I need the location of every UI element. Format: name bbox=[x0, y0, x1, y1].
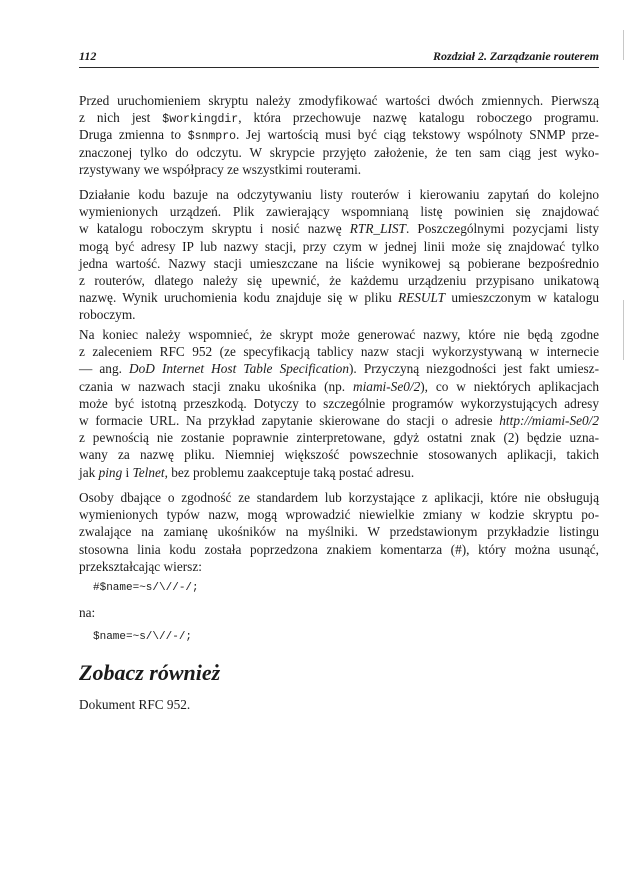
text-run: jak bbox=[79, 464, 99, 480]
text-line bbox=[79, 220, 599, 237]
italic-term: RESULT bbox=[398, 290, 446, 306]
paragraph-variables bbox=[79, 92, 599, 178]
code-line-uncommented: $name=~s/\//-/; bbox=[93, 631, 193, 643]
text-line bbox=[79, 203, 599, 220]
text-line bbox=[79, 395, 599, 412]
text-line bbox=[79, 429, 599, 446]
text-run: może być istotną przeszkodą. Dotyczy to szczególnie programów wykorzystujących adresy bbox=[79, 395, 599, 411]
paragraph-rfc952 bbox=[79, 326, 599, 481]
text-run: stosowna linia kodu została poprzedzona znakiem komentarza (#), który można usunąć, bbox=[79, 541, 599, 557]
text-run: i bbox=[122, 464, 133, 480]
text-run: znaczonej tylko do odczytu. W skrypcie przyjęto założenie, że ten sam ciąg jest wyko- bbox=[79, 144, 599, 160]
text-line bbox=[79, 326, 599, 343]
text-run: . Jej wartością musi być ciąg tekstowy wspólnoty SNMP prze- bbox=[236, 127, 599, 143]
text-line bbox=[79, 343, 599, 360]
text-run: roboczym. bbox=[79, 307, 136, 323]
text-run: — ang. bbox=[79, 361, 130, 377]
text-line bbox=[79, 109, 599, 126]
text-run: w katalogu roboczym skryptu i nosić nazwę bbox=[79, 221, 350, 237]
text-run: z zaleceniem RFC 952 (ze specyfikacją tablicy nazw stacji wykorzystywaną w internecie bbox=[79, 344, 599, 360]
code-line-commented: #$name=~s/\//-/; bbox=[93, 582, 199, 594]
text-line bbox=[79, 255, 599, 272]
paragraph-compliance bbox=[79, 489, 599, 575]
text-run: umieszczonym w katalogu bbox=[445, 290, 599, 306]
text-line bbox=[79, 238, 599, 255]
text-run: z nich jest bbox=[79, 110, 163, 126]
text-run: Osoby dbające o zgodność ze standardem lub korzystające z aplikacji, które nie obsługują bbox=[79, 490, 599, 505]
scan-edge-mark bbox=[623, 30, 624, 60]
text-run: Druga zmienna to bbox=[79, 127, 188, 143]
page-number: 112 bbox=[79, 49, 97, 63]
text-run: nazwę. Wynik uruchomienia kodu znajduje się w pliku bbox=[79, 290, 399, 306]
text-line bbox=[79, 464, 599, 481]
text-line bbox=[79, 378, 599, 395]
text-run: zwalające na zamianę ukośników na myślniki. W przedstawionym przykładzie listingu bbox=[79, 524, 599, 540]
text-line bbox=[79, 446, 599, 463]
text-run: z pewnością nie zostanie poprawnie zinterpretowane, gdyż ostatni znak (2) będzie uzna- bbox=[79, 430, 599, 446]
text-run: ), co w niektórych aplikacjach bbox=[420, 378, 599, 394]
text-run: czania w nazwach stacji znaku ukośnika (np. bbox=[79, 378, 353, 394]
text-line bbox=[79, 523, 599, 540]
italic-term: http://miami-Se0/2 bbox=[499, 412, 599, 428]
text-line bbox=[79, 272, 599, 289]
text-line bbox=[79, 506, 599, 523]
text-line bbox=[79, 306, 599, 323]
text-run: w formacie URL. Na przykład zapytanie skierowane do stacji o adresie bbox=[79, 412, 500, 428]
text-run: rzystywany we współpracy ze wszystkimi routerami. bbox=[79, 161, 362, 177]
text-line bbox=[79, 289, 599, 306]
text-line bbox=[79, 186, 599, 203]
inline-code: $workingdir bbox=[162, 113, 239, 127]
text-line bbox=[79, 412, 599, 429]
see-also-text: Dokument RFC 952. bbox=[79, 697, 191, 712]
italic-term: Telnet bbox=[132, 464, 165, 480]
text-run: , która przechowuje nazwę katalogu roboczego programu. bbox=[238, 110, 599, 126]
header-rule bbox=[79, 67, 599, 68]
text-run: przekształcając wiersz: bbox=[79, 558, 202, 574]
text-line bbox=[79, 161, 599, 178]
text-line bbox=[79, 92, 599, 109]
text-run: , bez problemu zaakceptuje taką postać adresu. bbox=[164, 464, 415, 480]
text-run: wany za nazwę pliku. Niemniej większość powszechnie stosowanych aplikacji, takich bbox=[79, 447, 599, 463]
text-run: . Poszczególnymi pozycjami listy bbox=[405, 221, 599, 237]
text-line bbox=[79, 144, 599, 161]
italic-term: miami-Se0/2 bbox=[353, 378, 421, 394]
inline-code: $snmpro bbox=[187, 130, 237, 144]
italic-term: RTR_LIST bbox=[349, 221, 406, 237]
text-run: mogą być adresy IP lub nazwy stacji, przy czym w jednej linii może się znajdować tylko bbox=[79, 238, 599, 254]
paragraph-router-list bbox=[79, 186, 599, 324]
text-run: Działanie kodu bazuje na odczytywaniu listy routerów i kierowaniu zapytań do kolejno bbox=[79, 187, 599, 202]
text-run: wymienionych typów nazw, mogą wprowadzić niewielkie zmiany w kodzie skryptu po- bbox=[79, 507, 599, 523]
text-line bbox=[79, 558, 599, 575]
text-run: ). Przyczyną niezgodności jest fakt umiesz- bbox=[348, 361, 599, 377]
section-heading: Zobacz również bbox=[79, 660, 221, 685]
text-line bbox=[79, 126, 599, 143]
text-line bbox=[79, 541, 599, 558]
running-title: Rozdział 2. Zarządzanie routerem bbox=[432, 49, 599, 63]
page-header bbox=[79, 46, 599, 68]
text-line bbox=[79, 360, 599, 377]
text-run: Przed uruchomieniem skryptu należy zmodyfikować wartości dwóch zmiennych. Pierwszą bbox=[79, 93, 599, 108]
na-label: na: bbox=[79, 605, 96, 620]
text-run: jedna wartość. Nazwy stacji umieszczane na liście wynikowej są pobierane bezpośrednio bbox=[79, 255, 599, 271]
italic-term: ping bbox=[98, 464, 123, 480]
text-run: Na koniec należy wspomnieć, że skrypt może generować nazwy, które nie będą zgodne bbox=[79, 327, 599, 342]
text-run: z routerów, dlatego należy się upewnić, że każdemu urządzeniu przypisano unikatową bbox=[79, 272, 599, 288]
italic-term: DoD Internet Host Table Specification bbox=[129, 361, 349, 377]
text-run: wymienionych urządzeń. Plik zawierający wspomnianą listę powinien się znajdować bbox=[79, 204, 599, 220]
scan-edge-mark bbox=[623, 300, 624, 360]
text-line bbox=[79, 489, 599, 506]
